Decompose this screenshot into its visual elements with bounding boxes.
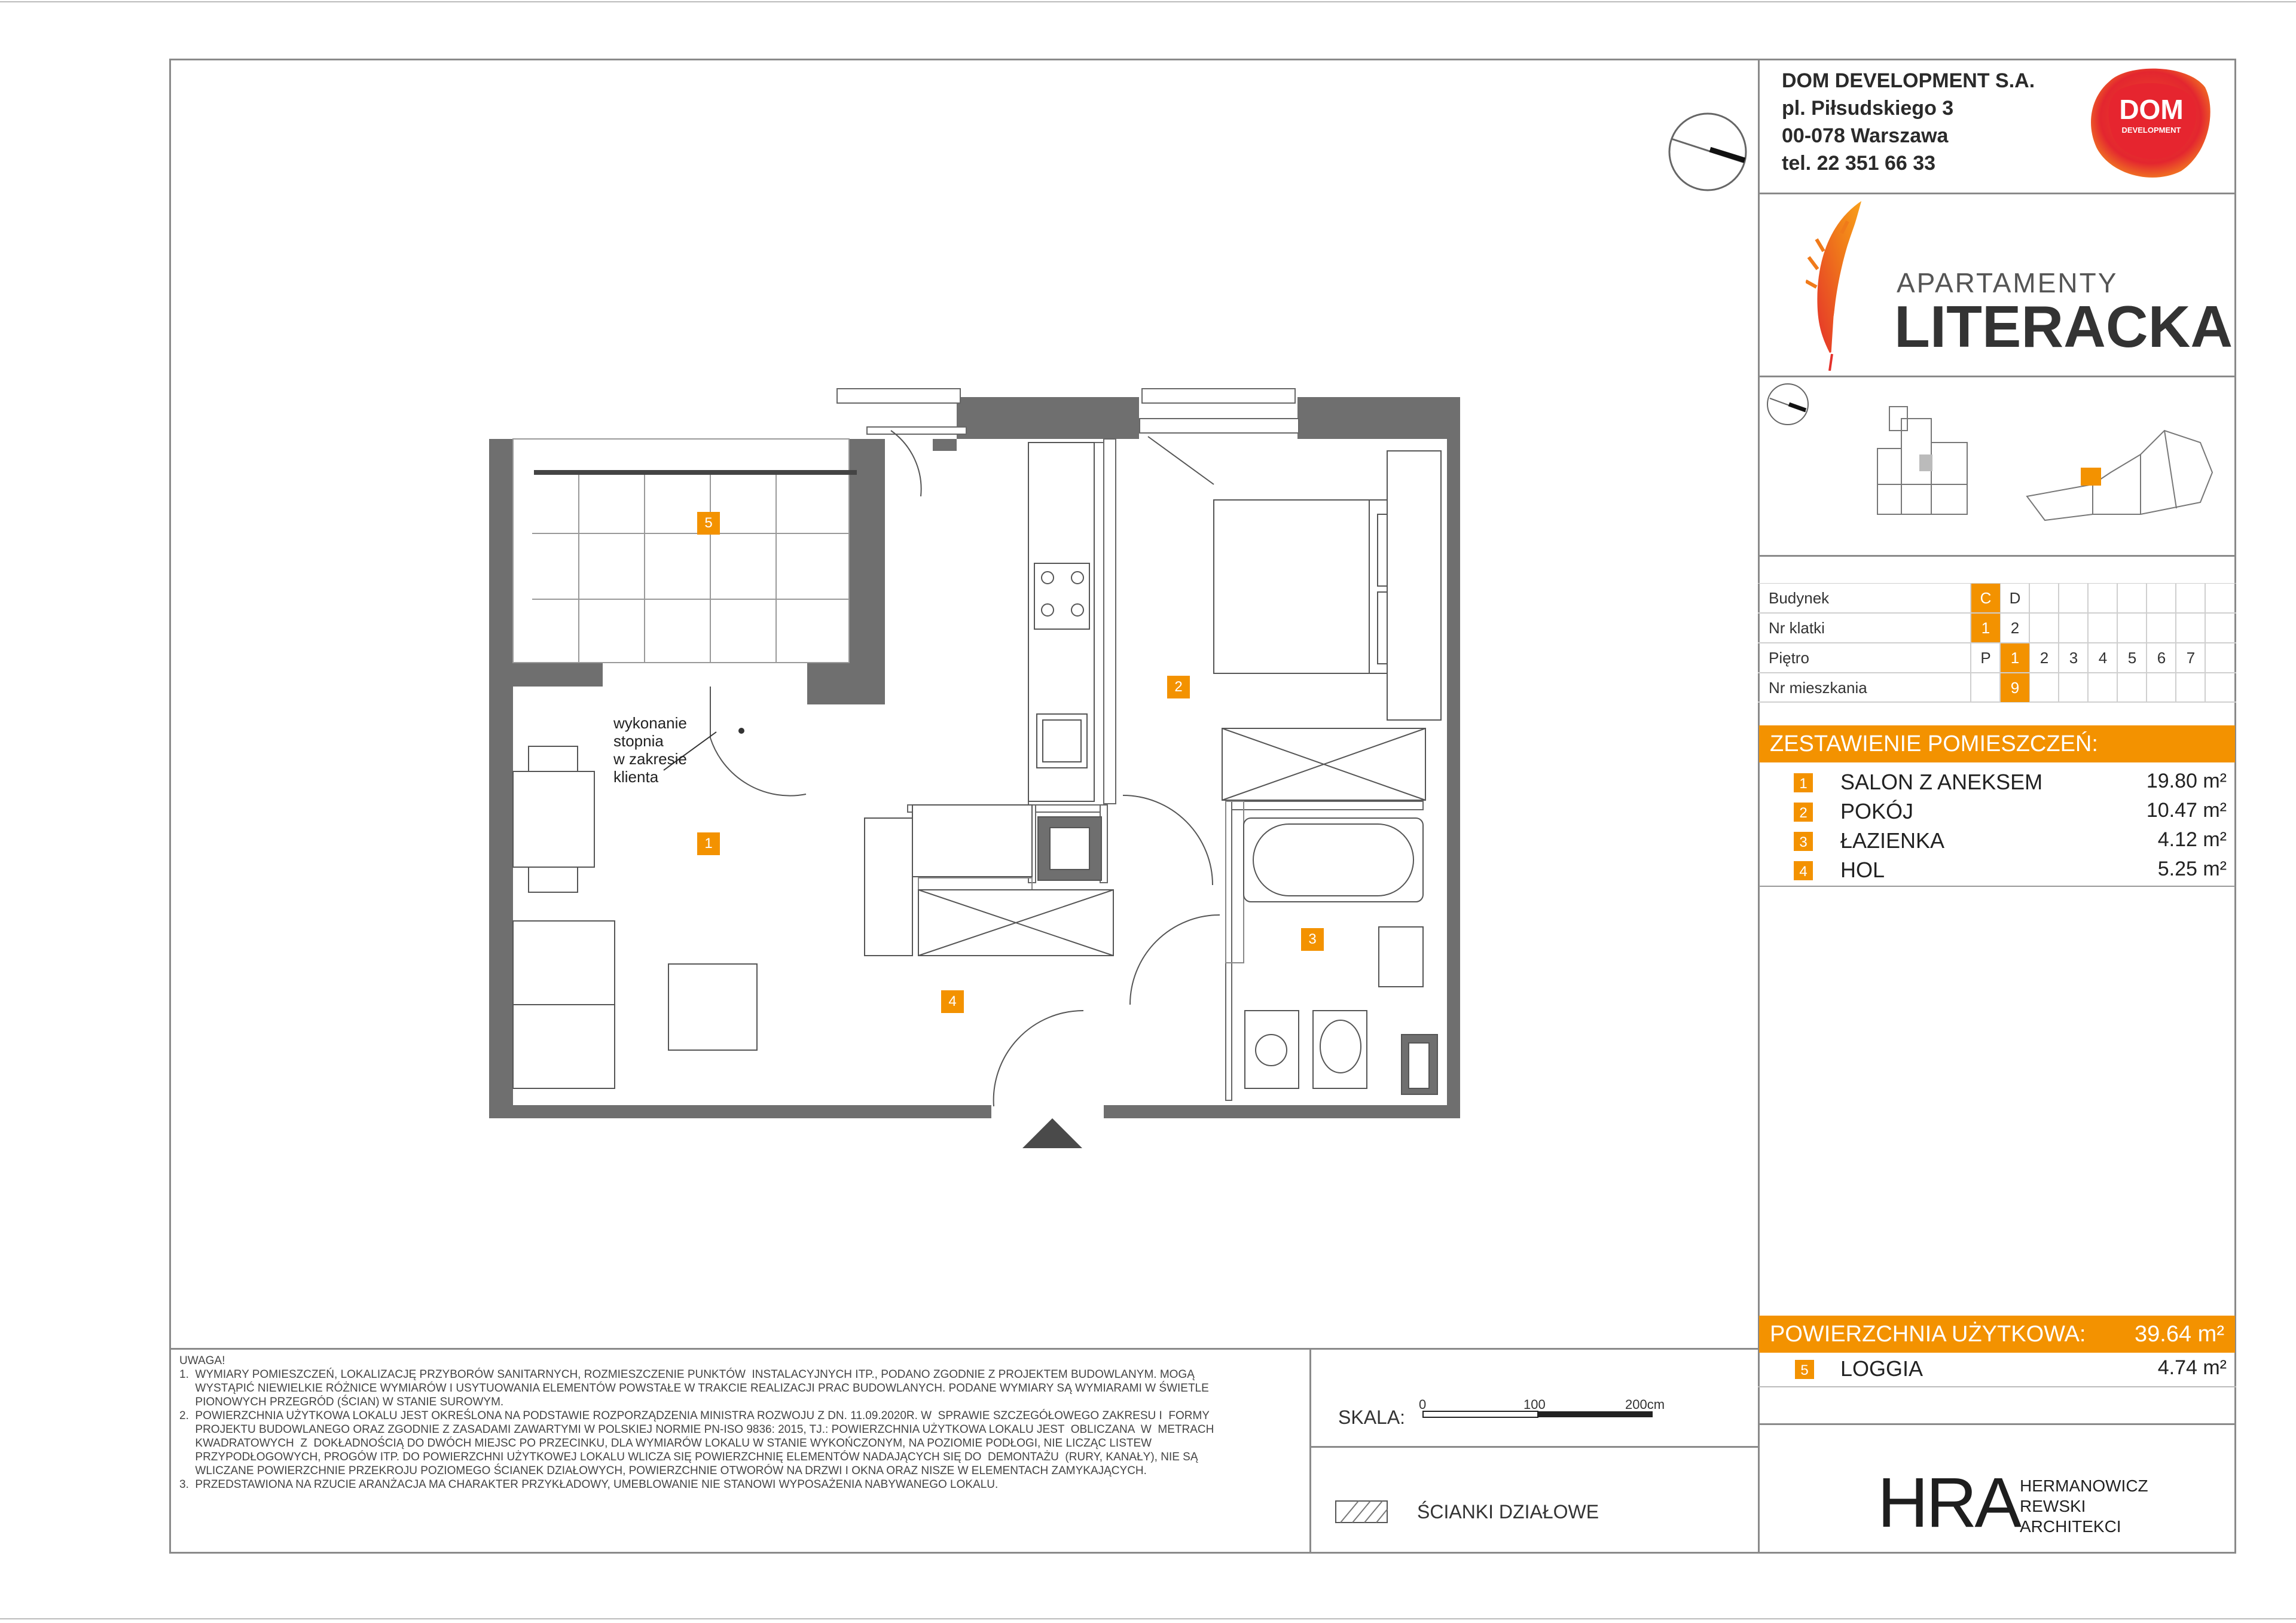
company-address — [1782, 67, 2035, 177]
location-cell: 2 — [2010, 619, 2020, 637]
plan-tag-2: 2 — [1167, 676, 1190, 698]
key-plan-site — [1866, 395, 1985, 526]
location-cell — [2176, 673, 2205, 702]
annotation-line-1: wykonanie — [613, 714, 687, 732]
note-line: 3. PRZEDSTAWIONA NA RZUCIE ARANŻACJA MA CHARAKTER PRZYKŁADOWY, UMEBLOWANIE NIE STANOWI WYPOSAŻENIA NABYWANEGO LOKALU. — [179, 1478, 999, 1491]
scale-tick-200: 200cm — [1625, 1397, 1665, 1412]
location-cell — [2089, 673, 2117, 702]
location-cell — [1971, 673, 2000, 702]
location-cell: C — [1971, 584, 2000, 612]
annotation-line-3: w zakresie — [613, 750, 687, 768]
project-line1: APARTAMENTY — [1897, 267, 2118, 298]
annotation-line-4: klienta — [613, 768, 659, 786]
location-cell — [2089, 614, 2117, 642]
annotation-line-2: stopnia — [613, 732, 664, 750]
note-line: 1. WYMIARY POMIESZCZEŃ, LOKALIZACJĘ PRZYBORÓW SANITARNYCH, ROZMIESZCZENIE PUNKTÓW INSTALACYJNYCH ITP., PODANO ZGODNIE Z PROJEKTEM BUDOWLANYM. MOGĄ — [179, 1368, 1195, 1381]
architect-sep — [1758, 1423, 2236, 1425]
scale-tick-0: 0 — [1419, 1397, 1427, 1412]
loggia-name: LOGGIA — [1840, 1356, 1923, 1381]
location-row-label: Budynek — [1769, 589, 1830, 607]
panel-sep-2 — [1758, 376, 2236, 377]
total-area: 39.64 m² — [2135, 1322, 2224, 1347]
location-cell — [2059, 584, 2088, 612]
location-cell: D — [2009, 589, 2021, 607]
room-area: 10.47 m² — [2146, 799, 2227, 822]
room-name: POKÓJ — [1840, 799, 1914, 823]
legend-label: ŚCIANKI DZIAŁOWE — [1417, 1501, 1599, 1523]
location-cell — [2089, 584, 2117, 612]
plan-tag-3: 3 — [1301, 928, 1324, 951]
location-row-label: Piętro — [1769, 649, 1809, 667]
loggia-num: 5 — [1794, 1359, 1815, 1380]
note-line: PRZYPODŁOGOWYCH, PROGÓW ITP. DO POWIERZCHNI UŻYTKOWEJ LOKALU WLICZA SIĘ POWIERZCHNIĘ ELEMENTÓW NADAJĄCYCH SIĘ DO DEMONTAŻU (RURY, KANAŁY), NIE SĄ — [179, 1451, 1198, 1463]
project-line2: LITERACKA — [1894, 294, 2233, 359]
location-cell — [2206, 673, 2234, 702]
architect-logo: HRA — [1877, 1463, 2020, 1542]
room-num: 2 — [1793, 801, 1814, 823]
key-plan-floor — [2021, 419, 2224, 526]
location-cell: 3 — [2069, 649, 2078, 667]
room-area: 5.25 m² — [2157, 858, 2227, 880]
location-cell — [2059, 614, 2088, 642]
location-row-label: Nr mieszkania — [1769, 679, 1867, 697]
location-cell — [2118, 614, 2147, 642]
logo-text-top: DOM — [2119, 94, 2184, 125]
note-line: WLICZANE POWIERZCHNIE PRZEKROJU POZIOMEGO ŚCIANEK DZIAŁOWYCH, POWIERZCHNIE OTWORÓW NA DRZWI I OKNA ORAZ NISZE W ELEMENTACH ZAMYKAJĄCYCH. — [179, 1465, 1147, 1477]
bottom-rule — [0, 1618, 2296, 1619]
logo-text-bottom: DEVELOPMENT — [2121, 126, 2181, 135]
company-phone: tel. 22 351 66 33 — [1782, 152, 1936, 175]
location-cell — [2206, 643, 2234, 672]
dom-development-logo — [2086, 63, 2213, 178]
rooms-list — [1759, 768, 2235, 888]
location-cell — [2206, 584, 2234, 612]
compass-small-icon — [1764, 380, 1812, 428]
room-name: HOL — [1840, 858, 1885, 882]
scale-label: SKALA: — [1338, 1407, 1406, 1428]
panel-sep-3 — [1758, 555, 2236, 557]
note-line: PIONOWYCH PRZEGRÓD (ŚCIAN) W STANIE SUROWYM. — [179, 1396, 504, 1408]
company-street: pl. Piłsudskiego 3 — [1782, 97, 1954, 120]
room-name: SALON Z ANEKSEM — [1840, 770, 2043, 794]
location-cell — [2176, 614, 2205, 642]
loggia-area: 4.74 m² — [2157, 1356, 2227, 1379]
location-cell: 5 — [2127, 649, 2137, 667]
room-name: ŁAZIENKA — [1840, 828, 1945, 853]
location-cell — [2206, 614, 2234, 642]
room-num: 4 — [1793, 860, 1814, 881]
notes-divider — [1309, 1348, 1311, 1554]
location-cell — [2147, 584, 2176, 612]
step-annotation — [613, 714, 687, 786]
location-cell — [2147, 614, 2176, 642]
notes-title: UWAGA! — [179, 1354, 225, 1367]
company-name: DOM DEVELOPMENT S.A. — [1782, 69, 2035, 92]
room-area: 4.12 m² — [2157, 828, 2227, 851]
note-line: 2. POWIERZCHNIA UŻYTKOWA LOKALU JEST OKREŚLONA NA PODSTAWIE ROZPORZĄDZENIA MINISTRA ROZWOJU Z DN. 11.09.2020R. W SPRAWIE SZCZEGÓŁOWEGO ZAKRESU I FORMY — [179, 1410, 1210, 1422]
company-city: 00-078 Warszawa — [1782, 124, 1949, 147]
room-num: 1 — [1793, 772, 1814, 794]
location-cell: 2 — [2039, 649, 2049, 667]
feather-logo-icon — [1806, 197, 1871, 371]
rooms-bottom-sep — [1759, 886, 2235, 887]
notes-sep — [169, 1348, 1760, 1350]
partition-wall-legend-icon — [1335, 1500, 1388, 1524]
location-cell: 9 — [2001, 673, 2029, 702]
location-cell — [2147, 673, 2176, 702]
scale-sep — [1309, 1446, 1760, 1448]
notes-block — [179, 1354, 1303, 1491]
location-cell — [2030, 584, 2059, 612]
room-area: 19.80 m² — [2146, 770, 2227, 792]
architect-names — [2020, 1476, 2148, 1537]
plan-tag-5: 5 — [697, 512, 720, 535]
location-cell: 1 — [2001, 643, 2029, 672]
location-cell — [2118, 584, 2147, 612]
location-cell: P — [1980, 649, 1991, 667]
loggia-sep — [1758, 1386, 2236, 1387]
architect-line3: ARCHITEKCI — [2020, 1517, 2121, 1536]
note-line: WYSTĄPIĆ NIEWIELKIE RÓŻNICE WYMIARÓW I USYTUOWANIA ELEMENTÓW POWSTAŁE W TRAKCIE REALIZACJI PRAC BUDOWLANYCH. PODANE WYMIARY SĄ WYMIARAMI W ŚWIETLE — [179, 1382, 1209, 1395]
location-cell: 1 — [1971, 614, 2000, 642]
location-row-label: Nr klatki — [1769, 619, 1825, 637]
scale-tick-100: 100 — [1523, 1397, 1546, 1412]
location-cell — [2176, 584, 2205, 612]
panel-sep-1 — [1758, 193, 2236, 194]
location-cell: 6 — [2157, 649, 2166, 667]
location-cell — [2118, 673, 2147, 702]
location-cell — [2030, 673, 2059, 702]
rooms-header: ZESTAWIENIE POMIESZCZEŃ: — [1759, 725, 2235, 762]
total-bar — [1759, 1316, 2235, 1353]
plan-tag-1: 1 — [697, 832, 720, 855]
total-label: POWIERZCHNIA UŻYTKOWA: — [1770, 1322, 2086, 1347]
location-table — [1758, 583, 2236, 703]
location-cell: 4 — [2098, 649, 2108, 667]
compass-icon — [1669, 114, 1746, 190]
note-line: KWADRATOWYCH Z DOKŁADNOŚCIĄ DO DWÓCH MIEJSC PO PRZECINKU, DLA WYMIARÓW LOKALU W STANIE WYKOŃCZONYM, NA POZIOMIE PODŁOGI, NIE LICZĄC LISTEW — [179, 1437, 1152, 1450]
location-cell — [2059, 673, 2088, 702]
architect-line1: HERMANOWICZ — [2020, 1476, 2148, 1495]
note-line: PROJEKTU BUDOWLANEGO ORAZ ZGODNIE Z ZASADAMI ZAWARTYMI W POLSKIEJ NORMIE PN-ISO 9836: 2015, TJ.: POWIERZCHNIA UŻYTKOWA LOKALU JEST OBLICZANA W METRACH — [179, 1423, 1214, 1436]
room-num: 3 — [1793, 831, 1814, 852]
location-cell: 7 — [2186, 649, 2196, 667]
location-cell — [2030, 614, 2059, 642]
architect-line2: REWSKI — [2020, 1497, 2086, 1515]
plan-tag-4: 4 — [941, 990, 964, 1013]
